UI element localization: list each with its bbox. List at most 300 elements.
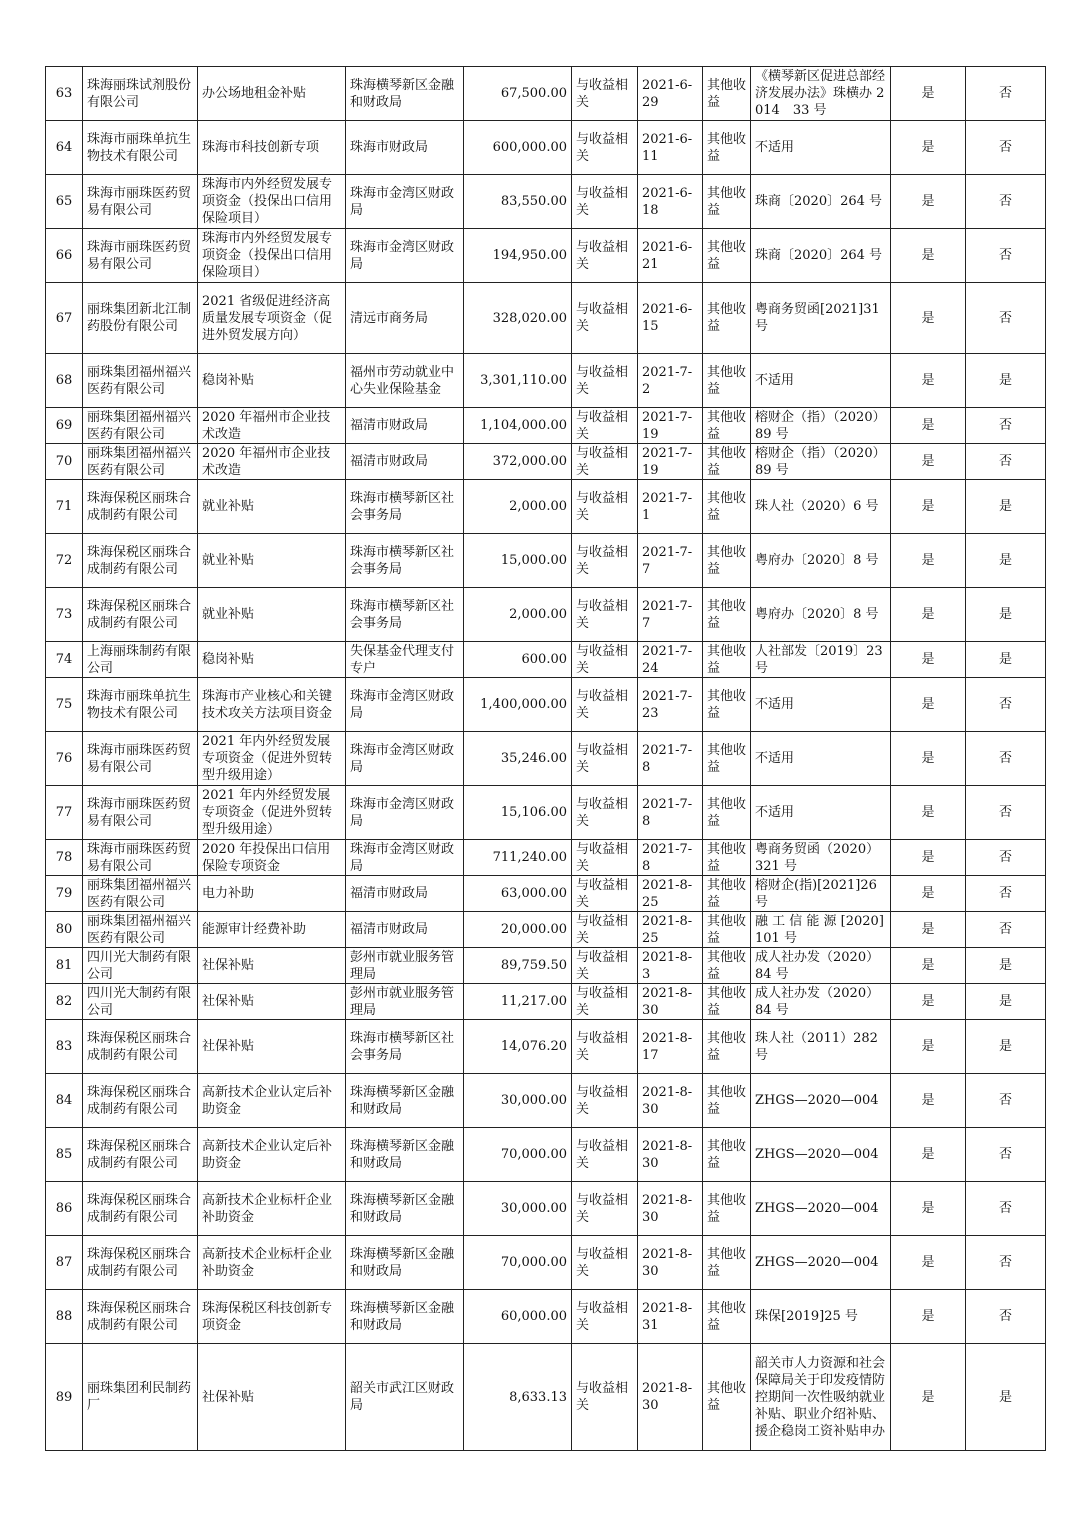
cell-policy-basis: 珠人社（2011）282 号	[751, 1020, 891, 1074]
cell-asset-income-relation: 与收益相关	[572, 1182, 638, 1236]
cell-grantor: 珠海市横琴新区社会事务局	[346, 534, 464, 588]
cell-amount: 30,000.00	[464, 1182, 572, 1236]
cell-policy-basis: ZHGS—2020—004	[751, 1182, 891, 1236]
cell-company-name: 珠海市丽珠单抗生物技术有限公司	[83, 121, 198, 175]
cell-amount: 63,000.00	[464, 876, 572, 912]
cell-continuing-flag: 否	[966, 840, 1046, 876]
cell-company-name: 珠海市丽珠医药贸易有限公司	[83, 840, 198, 876]
cell-amount: 2,000.00	[464, 588, 572, 642]
cell-accounting-item: 其他收益	[703, 678, 751, 732]
cell-accounting-item: 其他收益	[703, 1236, 751, 1290]
cell-company-name: 四川光大制药有限公司	[83, 948, 198, 984]
cell-row-number: 64	[46, 121, 83, 175]
cell-row-number: 75	[46, 678, 83, 732]
cell-amount: 70,000.00	[464, 1128, 572, 1182]
cell-policy-basis: 珠商〔2020〕264 号	[751, 175, 891, 229]
cell-row-number: 76	[46, 732, 83, 786]
cell-policy-basis: 不适用	[751, 354, 891, 408]
cell-row-number: 68	[46, 354, 83, 408]
cell-policy-basis: 珠商〔2020〕264 号	[751, 229, 891, 283]
cell-continuing-flag: 是	[966, 1344, 1046, 1451]
cell-continuing-flag: 是	[966, 948, 1046, 984]
cell-policy-basis: ZHGS—2020—004	[751, 1128, 891, 1182]
cell-subsidy-project: 社保补贴	[198, 1344, 346, 1451]
cell-subsidy-project: 社保补贴	[198, 948, 346, 984]
cell-row-number: 83	[46, 1020, 83, 1074]
cell-amount: 70,000.00	[464, 1236, 572, 1290]
cell-recurring-flag: 是	[891, 1290, 966, 1344]
cell-accounting-item: 其他收益	[703, 121, 751, 175]
cell-accounting-item: 其他收益	[703, 642, 751, 678]
cell-amount: 67,500.00	[464, 67, 572, 121]
cell-policy-basis: 榕财企(指)[2021]26 号	[751, 876, 891, 912]
cell-continuing-flag: 是	[966, 480, 1046, 534]
cell-row-number: 63	[46, 67, 83, 121]
cell-recurring-flag: 是	[891, 283, 966, 354]
cell-amount: 2,000.00	[464, 480, 572, 534]
cell-receipt-date: 2021-6-11	[638, 121, 703, 175]
cell-company-name: 丽珠集团福州福兴医药有限公司	[83, 444, 198, 480]
cell-receipt-date: 2021-6-21	[638, 229, 703, 283]
cell-receipt-date: 2021-6-29	[638, 67, 703, 121]
cell-policy-basis: 粤商务贸函（2020）321 号	[751, 840, 891, 876]
cell-amount: 600.00	[464, 642, 572, 678]
cell-continuing-flag: 否	[966, 1182, 1046, 1236]
cell-receipt-date: 2021-6-18	[638, 175, 703, 229]
cell-asset-income-relation: 与收益相关	[572, 1020, 638, 1074]
table-row	[46, 984, 1046, 1020]
cell-amount: 83,550.00	[464, 175, 572, 229]
table-row	[46, 534, 1046, 588]
table-row	[46, 354, 1046, 408]
cell-receipt-date: 2021-7-19	[638, 444, 703, 480]
table-row	[46, 948, 1046, 984]
cell-grantor: 福清市财政局	[346, 912, 464, 948]
cell-policy-basis: 珠人社（2020）6 号	[751, 480, 891, 534]
cell-receipt-date: 2021-7-8	[638, 786, 703, 840]
cell-asset-income-relation: 与收益相关	[572, 876, 638, 912]
cell-grantor: 珠海市金湾区财政局	[346, 840, 464, 876]
cell-accounting-item: 其他收益	[703, 1020, 751, 1074]
cell-continuing-flag: 否	[966, 912, 1046, 948]
cell-subsidy-project: 能源审计经费补助	[198, 912, 346, 948]
cell-continuing-flag: 否	[966, 229, 1046, 283]
table-row	[46, 642, 1046, 678]
cell-accounting-item: 其他收益	[703, 175, 751, 229]
cell-continuing-flag: 是	[966, 984, 1046, 1020]
cell-recurring-flag: 是	[891, 67, 966, 121]
cell-recurring-flag: 是	[891, 1020, 966, 1074]
cell-receipt-date: 2021-8-30	[638, 1074, 703, 1128]
cell-recurring-flag: 是	[891, 229, 966, 283]
cell-amount: 600,000.00	[464, 121, 572, 175]
cell-recurring-flag: 是	[891, 642, 966, 678]
cell-grantor: 珠海市财政局	[346, 121, 464, 175]
cell-company-name: 丽珠集团新北江制药股份有限公司	[83, 283, 198, 354]
cell-receipt-date: 2021-8-30	[638, 1236, 703, 1290]
cell-continuing-flag: 否	[966, 876, 1046, 912]
cell-row-number: 77	[46, 786, 83, 840]
cell-policy-basis: 不适用	[751, 678, 891, 732]
cell-grantor: 珠海市金湾区财政局	[346, 786, 464, 840]
cell-amount: 8,633.13	[464, 1344, 572, 1451]
cell-accounting-item: 其他收益	[703, 229, 751, 283]
cell-grantor: 珠海横琴新区金融和财政局	[346, 1128, 464, 1182]
cell-asset-income-relation: 与收益相关	[572, 984, 638, 1020]
cell-company-name: 珠海保税区丽珠合成制药有限公司	[83, 480, 198, 534]
cell-asset-income-relation: 与收益相关	[572, 642, 638, 678]
cell-company-name: 丽珠集团福州福兴医药有限公司	[83, 354, 198, 408]
cell-continuing-flag: 否	[966, 1236, 1046, 1290]
cell-continuing-flag: 否	[966, 175, 1046, 229]
cell-grantor: 珠海横琴新区金融和财政局	[346, 67, 464, 121]
table-row	[46, 840, 1046, 876]
cell-subsidy-project: 就业补贴	[198, 534, 346, 588]
cell-company-name: 珠海保税区丽珠合成制药有限公司	[83, 588, 198, 642]
cell-row-number: 79	[46, 876, 83, 912]
cell-recurring-flag: 是	[891, 480, 966, 534]
cell-amount: 15,000.00	[464, 534, 572, 588]
cell-company-name: 四川光大制药有限公司	[83, 984, 198, 1020]
cell-grantor: 珠海市金湾区财政局	[346, 175, 464, 229]
cell-row-number: 71	[46, 480, 83, 534]
cell-policy-basis: ZHGS—2020—004	[751, 1074, 891, 1128]
cell-accounting-item: 其他收益	[703, 1074, 751, 1128]
cell-accounting-item: 其他收益	[703, 534, 751, 588]
cell-asset-income-relation: 与收益相关	[572, 732, 638, 786]
cell-company-name: 珠海市丽珠医药贸易有限公司	[83, 229, 198, 283]
cell-asset-income-relation: 与收益相关	[572, 588, 638, 642]
cell-subsidy-project: 2020 年福州市企业技术改造	[198, 444, 346, 480]
table-row	[46, 786, 1046, 840]
cell-company-name: 珠海保税区丽珠合成制药有限公司	[83, 1074, 198, 1128]
cell-row-number: 70	[46, 444, 83, 480]
cell-accounting-item: 其他收益	[703, 354, 751, 408]
cell-recurring-flag: 是	[891, 786, 966, 840]
cell-receipt-date: 2021-8-30	[638, 1344, 703, 1451]
cell-receipt-date: 2021-8-25	[638, 912, 703, 948]
table-row	[46, 444, 1046, 480]
cell-subsidy-project: 珠海市科技创新专项	[198, 121, 346, 175]
cell-grantor: 福清市财政局	[346, 876, 464, 912]
cell-grantor: 珠海市横琴新区社会事务局	[346, 588, 464, 642]
cell-asset-income-relation: 与收益相关	[572, 480, 638, 534]
cell-policy-basis: ZHGS—2020—004	[751, 1236, 891, 1290]
cell-asset-income-relation: 与收益相关	[572, 1074, 638, 1128]
table-row	[46, 1290, 1046, 1344]
cell-company-name: 珠海市丽珠医药贸易有限公司	[83, 732, 198, 786]
table-row	[46, 121, 1046, 175]
cell-policy-basis: 人社部发〔2019〕23 号	[751, 642, 891, 678]
table-row	[46, 480, 1046, 534]
cell-continuing-flag: 否	[966, 786, 1046, 840]
cell-receipt-date: 2021-6-15	[638, 283, 703, 354]
cell-grantor: 彭州市就业服务管理局	[346, 984, 464, 1020]
cell-row-number: 86	[46, 1182, 83, 1236]
cell-subsidy-project: 社保补贴	[198, 1020, 346, 1074]
cell-receipt-date: 2021-8-25	[638, 876, 703, 912]
cell-continuing-flag: 否	[966, 678, 1046, 732]
cell-row-number: 67	[46, 283, 83, 354]
cell-accounting-item: 其他收益	[703, 948, 751, 984]
cell-recurring-flag: 是	[891, 121, 966, 175]
cell-subsidy-project: 2020 年福州市企业技术改造	[198, 408, 346, 444]
cell-receipt-date: 2021-8-30	[638, 984, 703, 1020]
table-row	[46, 732, 1046, 786]
cell-subsidy-project: 2021 年内外经贸发展专项资金（促进外贸转型升级用途）	[198, 732, 346, 786]
cell-accounting-item: 其他收益	[703, 588, 751, 642]
cell-receipt-date: 2021-7-23	[638, 678, 703, 732]
cell-subsidy-project: 高新技术企业标杆企业补助资金	[198, 1182, 346, 1236]
cell-accounting-item: 其他收益	[703, 408, 751, 444]
cell-amount: 14,076.20	[464, 1020, 572, 1074]
cell-recurring-flag: 是	[891, 1074, 966, 1128]
table-body	[46, 67, 1046, 1451]
cell-grantor: 珠海市金湾区财政局	[346, 229, 464, 283]
table-row	[46, 1344, 1046, 1451]
cell-subsidy-project: 2021 年内外经贸发展专项资金（促进外贸转型升级用途）	[198, 786, 346, 840]
cell-accounting-item: 其他收益	[703, 786, 751, 840]
cell-receipt-date: 2021-7-19	[638, 408, 703, 444]
cell-policy-basis: 不适用	[751, 732, 891, 786]
table-row	[46, 1074, 1046, 1128]
cell-policy-basis: 成人社办发（2020）84 号	[751, 948, 891, 984]
cell-amount: 60,000.00	[464, 1290, 572, 1344]
cell-accounting-item: 其他收益	[703, 840, 751, 876]
cell-grantor: 珠海横琴新区金融和财政局	[346, 1074, 464, 1128]
cell-accounting-item: 其他收益	[703, 283, 751, 354]
cell-grantor: 珠海市横琴新区社会事务局	[346, 480, 464, 534]
cell-receipt-date: 2021-8-3	[638, 948, 703, 984]
cell-subsidy-project: 珠海市内外经贸发展专项资金（投保出口信用保险项目）	[198, 175, 346, 229]
cell-subsidy-project: 珠海市内外经贸发展专项资金（投保出口信用保险项目）	[198, 229, 346, 283]
cell-amount: 35,246.00	[464, 732, 572, 786]
table-row	[46, 175, 1046, 229]
cell-accounting-item: 其他收益	[703, 984, 751, 1020]
cell-amount: 194,950.00	[464, 229, 572, 283]
table-row	[46, 67, 1046, 121]
cell-subsidy-project: 珠海市产业核心和关键技术攻关方法项目资金	[198, 678, 346, 732]
cell-policy-basis: 不适用	[751, 786, 891, 840]
cell-receipt-date: 2021-8-17	[638, 1020, 703, 1074]
cell-subsidy-project: 稳岗补贴	[198, 354, 346, 408]
cell-recurring-flag: 是	[891, 876, 966, 912]
cell-company-name: 珠海丽珠试剂股份有限公司	[83, 67, 198, 121]
cell-company-name: 珠海保税区丽珠合成制药有限公司	[83, 534, 198, 588]
cell-recurring-flag: 是	[891, 948, 966, 984]
cell-recurring-flag: 是	[891, 732, 966, 786]
cell-subsidy-project: 办公场地租金补贴	[198, 67, 346, 121]
cell-recurring-flag: 是	[891, 354, 966, 408]
cell-company-name: 珠海保税区丽珠合成制药有限公司	[83, 1236, 198, 1290]
cell-asset-income-relation: 与收益相关	[572, 444, 638, 480]
cell-receipt-date: 2021-7-2	[638, 354, 703, 408]
cell-receipt-date: 2021-7-1	[638, 480, 703, 534]
cell-receipt-date: 2021-8-30	[638, 1128, 703, 1182]
cell-company-name: 珠海保税区丽珠合成制药有限公司	[83, 1290, 198, 1344]
cell-receipt-date: 2021-8-31	[638, 1290, 703, 1344]
cell-accounting-item: 其他收益	[703, 67, 751, 121]
cell-company-name: 丽珠集团利民制药厂	[83, 1344, 198, 1451]
cell-asset-income-relation: 与收益相关	[572, 354, 638, 408]
cell-amount: 30,000.00	[464, 1074, 572, 1128]
cell-receipt-date: 2021-7-7	[638, 588, 703, 642]
cell-receipt-date: 2021-7-7	[638, 534, 703, 588]
cell-asset-income-relation: 与收益相关	[572, 67, 638, 121]
cell-company-name: 珠海保税区丽珠合成制药有限公司	[83, 1020, 198, 1074]
cell-amount: 20,000.00	[464, 912, 572, 948]
table-row	[46, 588, 1046, 642]
cell-subsidy-project: 电力补助	[198, 876, 346, 912]
cell-continuing-flag: 否	[966, 1290, 1046, 1344]
cell-policy-basis: 粤府办〔2020〕8 号	[751, 534, 891, 588]
cell-grantor: 福州市劳动就业中心失业保险基金	[346, 354, 464, 408]
cell-policy-basis: 《横琴新区促进总部经济发展办法》珠横办 2014 33 号	[751, 67, 891, 121]
cell-company-name: 丽珠集团福州福兴医药有限公司	[83, 876, 198, 912]
cell-row-number: 85	[46, 1128, 83, 1182]
cell-asset-income-relation: 与收益相关	[572, 840, 638, 876]
cell-policy-basis: 珠保[2019]25 号	[751, 1290, 891, 1344]
cell-row-number: 80	[46, 912, 83, 948]
cell-accounting-item: 其他收益	[703, 1128, 751, 1182]
cell-subsidy-project: 2020 年投保出口信用保险专项资金	[198, 840, 346, 876]
cell-recurring-flag: 是	[891, 1344, 966, 1451]
cell-company-name: 上海丽珠制药有限公司	[83, 642, 198, 678]
cell-accounting-item: 其他收益	[703, 732, 751, 786]
table-row	[46, 1020, 1046, 1074]
cell-subsidy-project: 高新技术企业认定后补助资金	[198, 1128, 346, 1182]
cell-row-number: 74	[46, 642, 83, 678]
cell-subsidy-project: 稳岗补贴	[198, 642, 346, 678]
cell-asset-income-relation: 与收益相关	[572, 1236, 638, 1290]
cell-continuing-flag: 是	[966, 1020, 1046, 1074]
cell-amount: 15,106.00	[464, 786, 572, 840]
cell-continuing-flag: 否	[966, 444, 1046, 480]
cell-receipt-date: 2021-8-30	[638, 1182, 703, 1236]
table-row	[46, 408, 1046, 444]
cell-recurring-flag: 是	[891, 534, 966, 588]
cell-policy-basis: 榕财企（指）（2020）89 号	[751, 444, 891, 480]
cell-row-number: 87	[46, 1236, 83, 1290]
cell-asset-income-relation: 与收益相关	[572, 175, 638, 229]
cell-grantor: 珠海市金湾区财政局	[346, 732, 464, 786]
cell-recurring-flag: 是	[891, 678, 966, 732]
cell-recurring-flag: 是	[891, 1236, 966, 1290]
cell-accounting-item: 其他收益	[703, 1290, 751, 1344]
cell-recurring-flag: 是	[891, 912, 966, 948]
cell-row-number: 89	[46, 1344, 83, 1451]
cell-company-name: 丽珠集团福州福兴医药有限公司	[83, 912, 198, 948]
cell-asset-income-relation: 与收益相关	[572, 786, 638, 840]
cell-subsidy-project: 珠海保税区科技创新专项资金	[198, 1290, 346, 1344]
cell-company-name: 珠海保税区丽珠合成制药有限公司	[83, 1182, 198, 1236]
table-row	[46, 1128, 1046, 1182]
cell-asset-income-relation: 与收益相关	[572, 678, 638, 732]
cell-amount: 89,759.50	[464, 948, 572, 984]
cell-grantor: 韶关市武江区财政局	[346, 1344, 464, 1451]
cell-company-name: 珠海市丽珠医药贸易有限公司	[83, 786, 198, 840]
cell-receipt-date: 2021-7-8	[638, 840, 703, 876]
cell-row-number: 73	[46, 588, 83, 642]
cell-row-number: 72	[46, 534, 83, 588]
cell-asset-income-relation: 与收益相关	[572, 1344, 638, 1451]
cell-company-name: 丽珠集团福州福兴医药有限公司	[83, 408, 198, 444]
cell-receipt-date: 2021-7-8	[638, 732, 703, 786]
cell-grantor: 彭州市就业服务管理局	[346, 948, 464, 984]
cell-policy-basis: 韶关市人力资源和社会保障局关于印发疫情防控期间一次性吸纳就业补贴、职业介绍补贴、援企稳岗工资补贴申办	[751, 1344, 891, 1451]
cell-grantor: 珠海横琴新区金融和财政局	[346, 1236, 464, 1290]
cell-recurring-flag: 是	[891, 840, 966, 876]
cell-accounting-item: 其他收益	[703, 1182, 751, 1236]
cell-amount: 1,400,000.00	[464, 678, 572, 732]
cell-row-number: 78	[46, 840, 83, 876]
cell-row-number: 66	[46, 229, 83, 283]
cell-continuing-flag: 否	[966, 732, 1046, 786]
cell-grantor: 福清市财政局	[346, 444, 464, 480]
table-row	[46, 912, 1046, 948]
table-row	[46, 678, 1046, 732]
cell-grantor: 清远市商务局	[346, 283, 464, 354]
cell-row-number: 84	[46, 1074, 83, 1128]
cell-continuing-flag: 是	[966, 588, 1046, 642]
cell-recurring-flag: 是	[891, 1128, 966, 1182]
cell-accounting-item: 其他收益	[703, 444, 751, 480]
cell-policy-basis: 成人社办发（2020）84 号	[751, 984, 891, 1020]
cell-receipt-date: 2021-7-24	[638, 642, 703, 678]
cell-amount: 372,000.00	[464, 444, 572, 480]
cell-policy-basis: 粤商务贸函[2021]31 号	[751, 283, 891, 354]
cell-asset-income-relation: 与收益相关	[572, 283, 638, 354]
cell-asset-income-relation: 与收益相关	[572, 1128, 638, 1182]
cell-asset-income-relation: 与收益相关	[572, 534, 638, 588]
cell-grantor: 福清市财政局	[346, 408, 464, 444]
cell-policy-basis: 榕财企（指）（2020）89 号	[751, 408, 891, 444]
cell-policy-basis: 融 工 信 能 源 [2020]101 号	[751, 912, 891, 948]
cell-continuing-flag: 否	[966, 283, 1046, 354]
cell-continuing-flag: 是	[966, 354, 1046, 408]
cell-accounting-item: 其他收益	[703, 912, 751, 948]
cell-accounting-item: 其他收益	[703, 1344, 751, 1451]
cell-recurring-flag: 是	[891, 408, 966, 444]
cell-row-number: 69	[46, 408, 83, 444]
cell-asset-income-relation: 与收益相关	[572, 229, 638, 283]
cell-subsidy-project: 高新技术企业标杆企业补助资金	[198, 1236, 346, 1290]
cell-policy-basis: 粤府办〔2020〕8 号	[751, 588, 891, 642]
cell-subsidy-project: 社保补贴	[198, 984, 346, 1020]
cell-company-name: 珠海保税区丽珠合成制药有限公司	[83, 1128, 198, 1182]
cell-grantor: 珠海横琴新区金融和财政局	[346, 1182, 464, 1236]
cell-recurring-flag: 是	[891, 588, 966, 642]
cell-amount: 711,240.00	[464, 840, 572, 876]
cell-company-name: 珠海市丽珠医药贸易有限公司	[83, 175, 198, 229]
cell-asset-income-relation: 与收益相关	[572, 912, 638, 948]
cell-recurring-flag: 是	[891, 444, 966, 480]
cell-subsidy-project: 就业补贴	[198, 588, 346, 642]
cell-asset-income-relation: 与收益相关	[572, 408, 638, 444]
cell-subsidy-project: 就业补贴	[198, 480, 346, 534]
cell-accounting-item: 其他收益	[703, 876, 751, 912]
cell-asset-income-relation: 与收益相关	[572, 1290, 638, 1344]
cell-recurring-flag: 是	[891, 1182, 966, 1236]
cell-policy-basis: 不适用	[751, 121, 891, 175]
table-row	[46, 1236, 1046, 1290]
cell-company-name: 珠海市丽珠单抗生物技术有限公司	[83, 678, 198, 732]
cell-recurring-flag: 是	[891, 175, 966, 229]
table-row	[46, 229, 1046, 283]
table-row	[46, 283, 1046, 354]
cell-row-number: 81	[46, 948, 83, 984]
cell-amount: 11,217.00	[464, 984, 572, 1020]
